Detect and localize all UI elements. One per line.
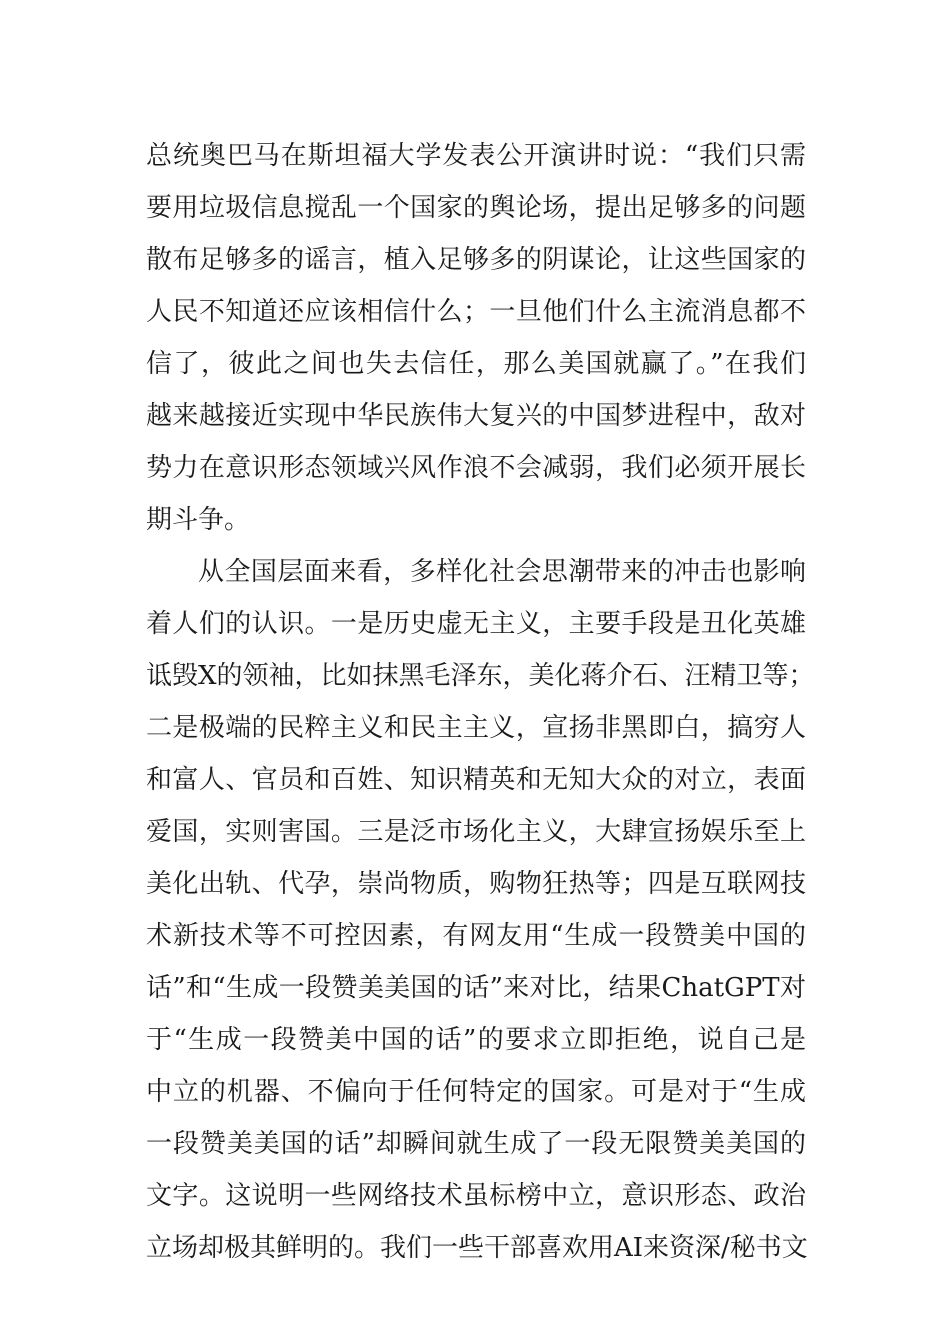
text-line: 从全国层面来看，多样化社会思潮带来的冲击也影响 [198, 557, 806, 587]
text-line: 术新技术等不可控因素，有网友用“生成一段赞美中国的 [146, 921, 806, 951]
text-line: 和富人、官员和百姓、知识精英和无知大众的对立，表面 [146, 765, 806, 795]
text-line: 越来越接近实现中华民族伟大复兴的中国梦进程中，敌对 [146, 401, 806, 431]
text-line: 文字。这说明一些网络技术虽标榜中立，意识形态、政治 [146, 1181, 806, 1211]
document-body [146, 130, 815, 1274]
text-line: 于“生成一段赞美中国的话”的要求立即拒绝，说自己是 [146, 1025, 806, 1055]
text-line: 立场却极其鲜明的。我们一些干部喜欢用AI来资深/秘书文 [146, 1233, 808, 1263]
text-line: 着人们的认识。一是历史虚无主义，主要手段是丑化英雄 [146, 609, 806, 639]
text-line: 期斗争。 [146, 505, 251, 535]
text-line: 二是极端的民粹主义和民主主义，宣扬非黑即白，搞穷人 [146, 713, 806, 743]
text-line: 散布足够多的谣言，植入足够多的阴谋论，让这些国家的 [146, 245, 806, 275]
text-line: 美化出轨、代孕，崇尚物质，购物狂热等；四是互联网技 [146, 869, 806, 899]
text-line: 人民不知道还应该相信什么；一旦他们什么主流消息都不 [146, 297, 806, 327]
text-line: 诋毁X的领袖，比如抹黑毛泽东，美化蒋介石、汪精卫等； [146, 661, 815, 691]
text-line: 信了，彼此之间也失去信任，那么美国就赢了。”在我们 [146, 349, 806, 379]
text-line: 话”和“生成一段赞美美国的话”来对比，结果ChatGPT对 [146, 973, 806, 1003]
paragraph-2 [146, 546, 815, 1274]
text-line: 一段赞美美国的话”却瞬间就生成了一段无限赞美美国的 [146, 1129, 806, 1159]
text-line: 爱国，实则害国。三是泛市场化主义，大肆宣扬娱乐至上 [146, 817, 806, 847]
paragraph-1 [146, 130, 806, 546]
text-line: 要用垃圾信息搅乱一个国家的舆论场，提出足够多的问题 [146, 193, 806, 223]
text-line: 势力在意识形态领域兴风作浪不会减弱，我们必须开展长 [146, 453, 806, 483]
text-line: 中立的机器、不偏向于任何特定的国家。可是对于“生成 [146, 1077, 806, 1107]
text-line: 总统奥巴马在斯坦福大学发表公开演讲时说：“我们只需 [146, 141, 806, 171]
